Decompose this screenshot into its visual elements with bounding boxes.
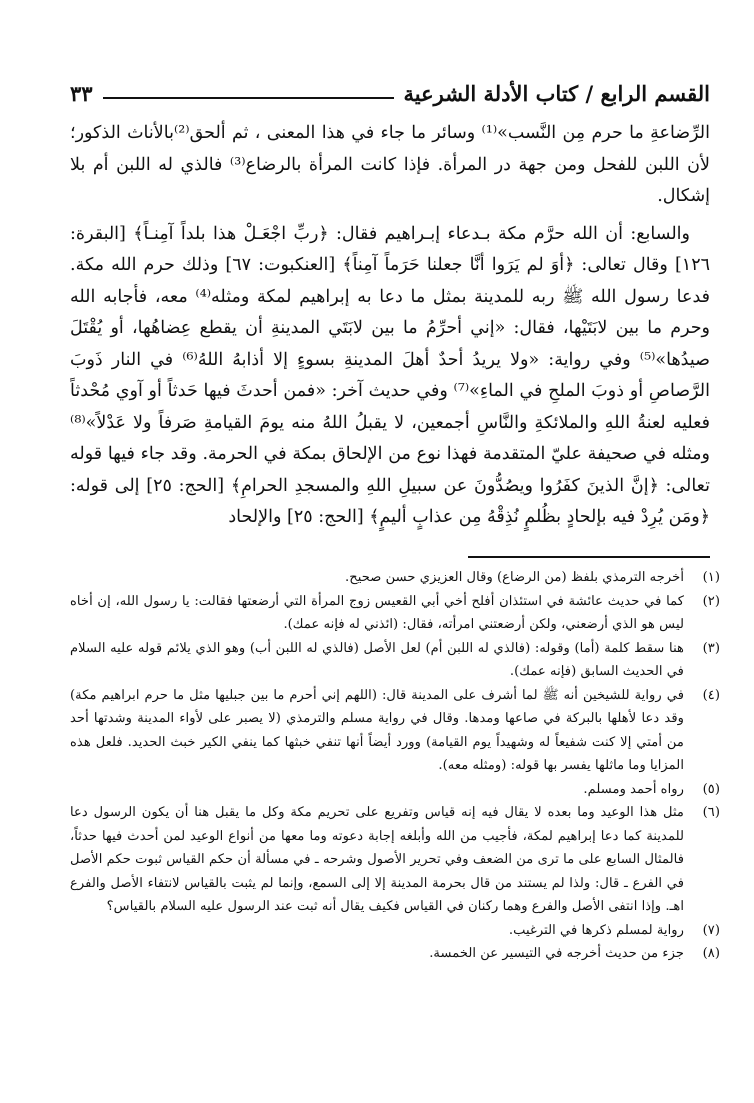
paragraph-continued: الرِّضاعةِ ما حرم مِن النَّسب»⁽¹⁾ وسائر ما جاء في هذا المعنى ، ثم ألحق⁽²⁾بالأناث الذكور؛ لأن اللبن للفحل ومن جهة در المرأة. فإذا كانت المرأة بالرضاع⁽³⁾ فالذي له اللبن أم بلا إشكال. — [70, 123, 710, 206]
header-rule — [103, 97, 394, 99]
footnote-number: (٦) — [702, 805, 720, 820]
footnote-text: رواية لمسلم ذكرها في الترغيب. — [508, 922, 684, 938]
footnote-number: (٢) — [702, 593, 720, 609]
paragraph-seventh-example: والسابع: أن الله حرَّم مكة بـدعاء إبـراهيم فقال: ﴿ربِّ اجْعَـلْ هذا بلداً آمِنـاً﴾ [البقرة: ١٢٦] وقال تعالى: ﴿أوَ لم يَرَوا أنَّا جعلنا حَرَماً آمِناً﴾ [العنكبوت: ٦٧] وذلك حرم الله مكة. فدعا رسول الله ﷺ ربه للمدينة بمثل ما دعا به إبراهيم لمكة ومثله⁽⁴⁾ معه، فأجابه الله وحرم ما بين لابَتَيْها، فقال: «إني أحرِّمُ ما بين لابَتَي المدينةِ أن يقطع عِضاهُها، أو يُقْتَلَ صيدُها»⁽⁵⁾ وفي رواية: «ولا يريدُ أحدٌ أهلَ المدينةِ بسوءٍ إلا أذابهُ اللهُ⁽⁶⁾ في النار ذَوبَ الرَّصاصِ أو ذوبَ الملحِ في الماءِ»⁽⁷⁾ وفي حديث آخر: «فمن أحدثَ فيها حَدثاً أو آوي مُحْدثاً فعليه لعنةُ اللهِ والملائكةِ والنَّاسِ أجمعين، لا يقبلُ اللهُ منه يومَ القيامةِ صَرفاً ولا عَدْلاً»⁽⁸⁾ ومثله في صحيفة عليّ المتقدمة فهذا نوع من الإلحاق بمكة في الحرمة. وقد جاء فيها قوله تعالى: ﴿إنَّ الذينَ كفَرُوا ويصُدُّونَ عن سبيلِ اللهِ والمسجدِ الحرامِ﴾ [الحج: ٢٥] إلى قوله: ﴿ومَن يُرِدْ فيه بإلحادٍ بظُلمٍ نُذِقْهُ مِن عذابٍ أليمٍ﴾ [الحج: ٢٥] والإلحاد — [70, 223, 710, 527]
footnote-text: رواه أحمد ومسلم. — [583, 781, 684, 797]
footnote-2 — [70, 590, 720, 637]
footnote-3 — [70, 637, 720, 684]
footnote-text: أخرجه الترمذي بلفظ (من الرضاع) وقال العزيزي حسن صحيح. — [345, 570, 684, 585]
footnote-text: هنا سقط كلمة (أما) وقوله: (فالذي له اللبن أم) لعل الأصل (فالذي له اللبن أب) وهو الذي يلائم قوله عليه السلام في الحديث السابق (فإنه عمك). — [70, 640, 684, 679]
footnote-number: (٨) — [702, 946, 720, 961]
footnote-text: كما في حديث عائشة في استئذان أفلح أخي أبي القعيس زوج المرأة التي أرضعتها فقالت: يا رسول الله، إن أخاه ليس هو الذي أرضعني، ولكن أرضعتني امرأته، فقال: (ائذني له فإنه عمك). — [70, 593, 684, 632]
running-title: القسم الرابع / كتاب الأدلة الشرعية — [403, 81, 710, 106]
footnote-number: (٤) — [702, 687, 720, 703]
footnote-text: جزء من حديث أخرجه في التيسير عن الخمسة. — [429, 946, 684, 961]
main-text — [70, 118, 710, 546]
footnote-number: (٧) — [702, 922, 720, 938]
footnote-6 — [70, 801, 720, 919]
footnote-number: (٥) — [702, 781, 720, 797]
footnote-5 — [70, 778, 720, 802]
page-number: ٣٣ — [70, 81, 93, 106]
page-header — [70, 72, 710, 106]
footnote-8 — [70, 942, 720, 966]
footnote-number: (٣) — [702, 640, 720, 656]
footnote-text: في رواية للشيخين أنه ﷺ لما أشرف على المدينة قال: (اللهم إني أحرم ما بين جبليها مثل ما حرم ابراهيم مكة) وقد دعا لأهلها بالبركة في صاعها ومدها. وقال في رواية مسلم والترمذي (لا يصبر على لأواء المدينة وشدتها أحد من أمتي إلا كنت شفيعاً له وشهيداً يوم القيامة) وورد أيضاً أنها تنفي خبثها كما ينفي الكير خبث الحديد. فلعل هذه المزايا وما ماثلها يفسر بها قوله: (ومثله معه). — [70, 687, 684, 773]
footnote-4 — [70, 684, 720, 778]
footnotes — [70, 566, 720, 1036]
footnote-7 — [70, 919, 720, 943]
footnote-number: (١) — [702, 570, 720, 585]
footnote-1 — [70, 566, 720, 590]
footnote-separator — [468, 556, 710, 558]
footnote-text: مثل هذا الوعيد وما بعده لا يقال فيه إنه قياس وتفريع على تحريم مكة وكل ما يقبل هنا أن يكون الرسول دعا للمدينة كما دعا إبراهيم لمكة، فأجيب من الله وأبلغه إجابة دعوته وما معها من أنواع الوعيد لمن أحدث فيها حدثاً، فالمثال السابع على ما ترى من الضعف وفي تحرير الأصول وشرحه ـ في مسألة أن حكم القياس ثبوت حكم الأصل في الفرع ـ قال: ولذا لم يستند من قال بحرمة المدينة إلا إلى السمع، وإنما لم يثبت بالقياس لانتفاء الأصل والفرع اهـ. وإذا انتفى الأصل والفرع وهما ركنان في القياس فكيف يقال أنه ثبت عند الرسول عليه السلام بالقياس؟ — [70, 805, 684, 914]
